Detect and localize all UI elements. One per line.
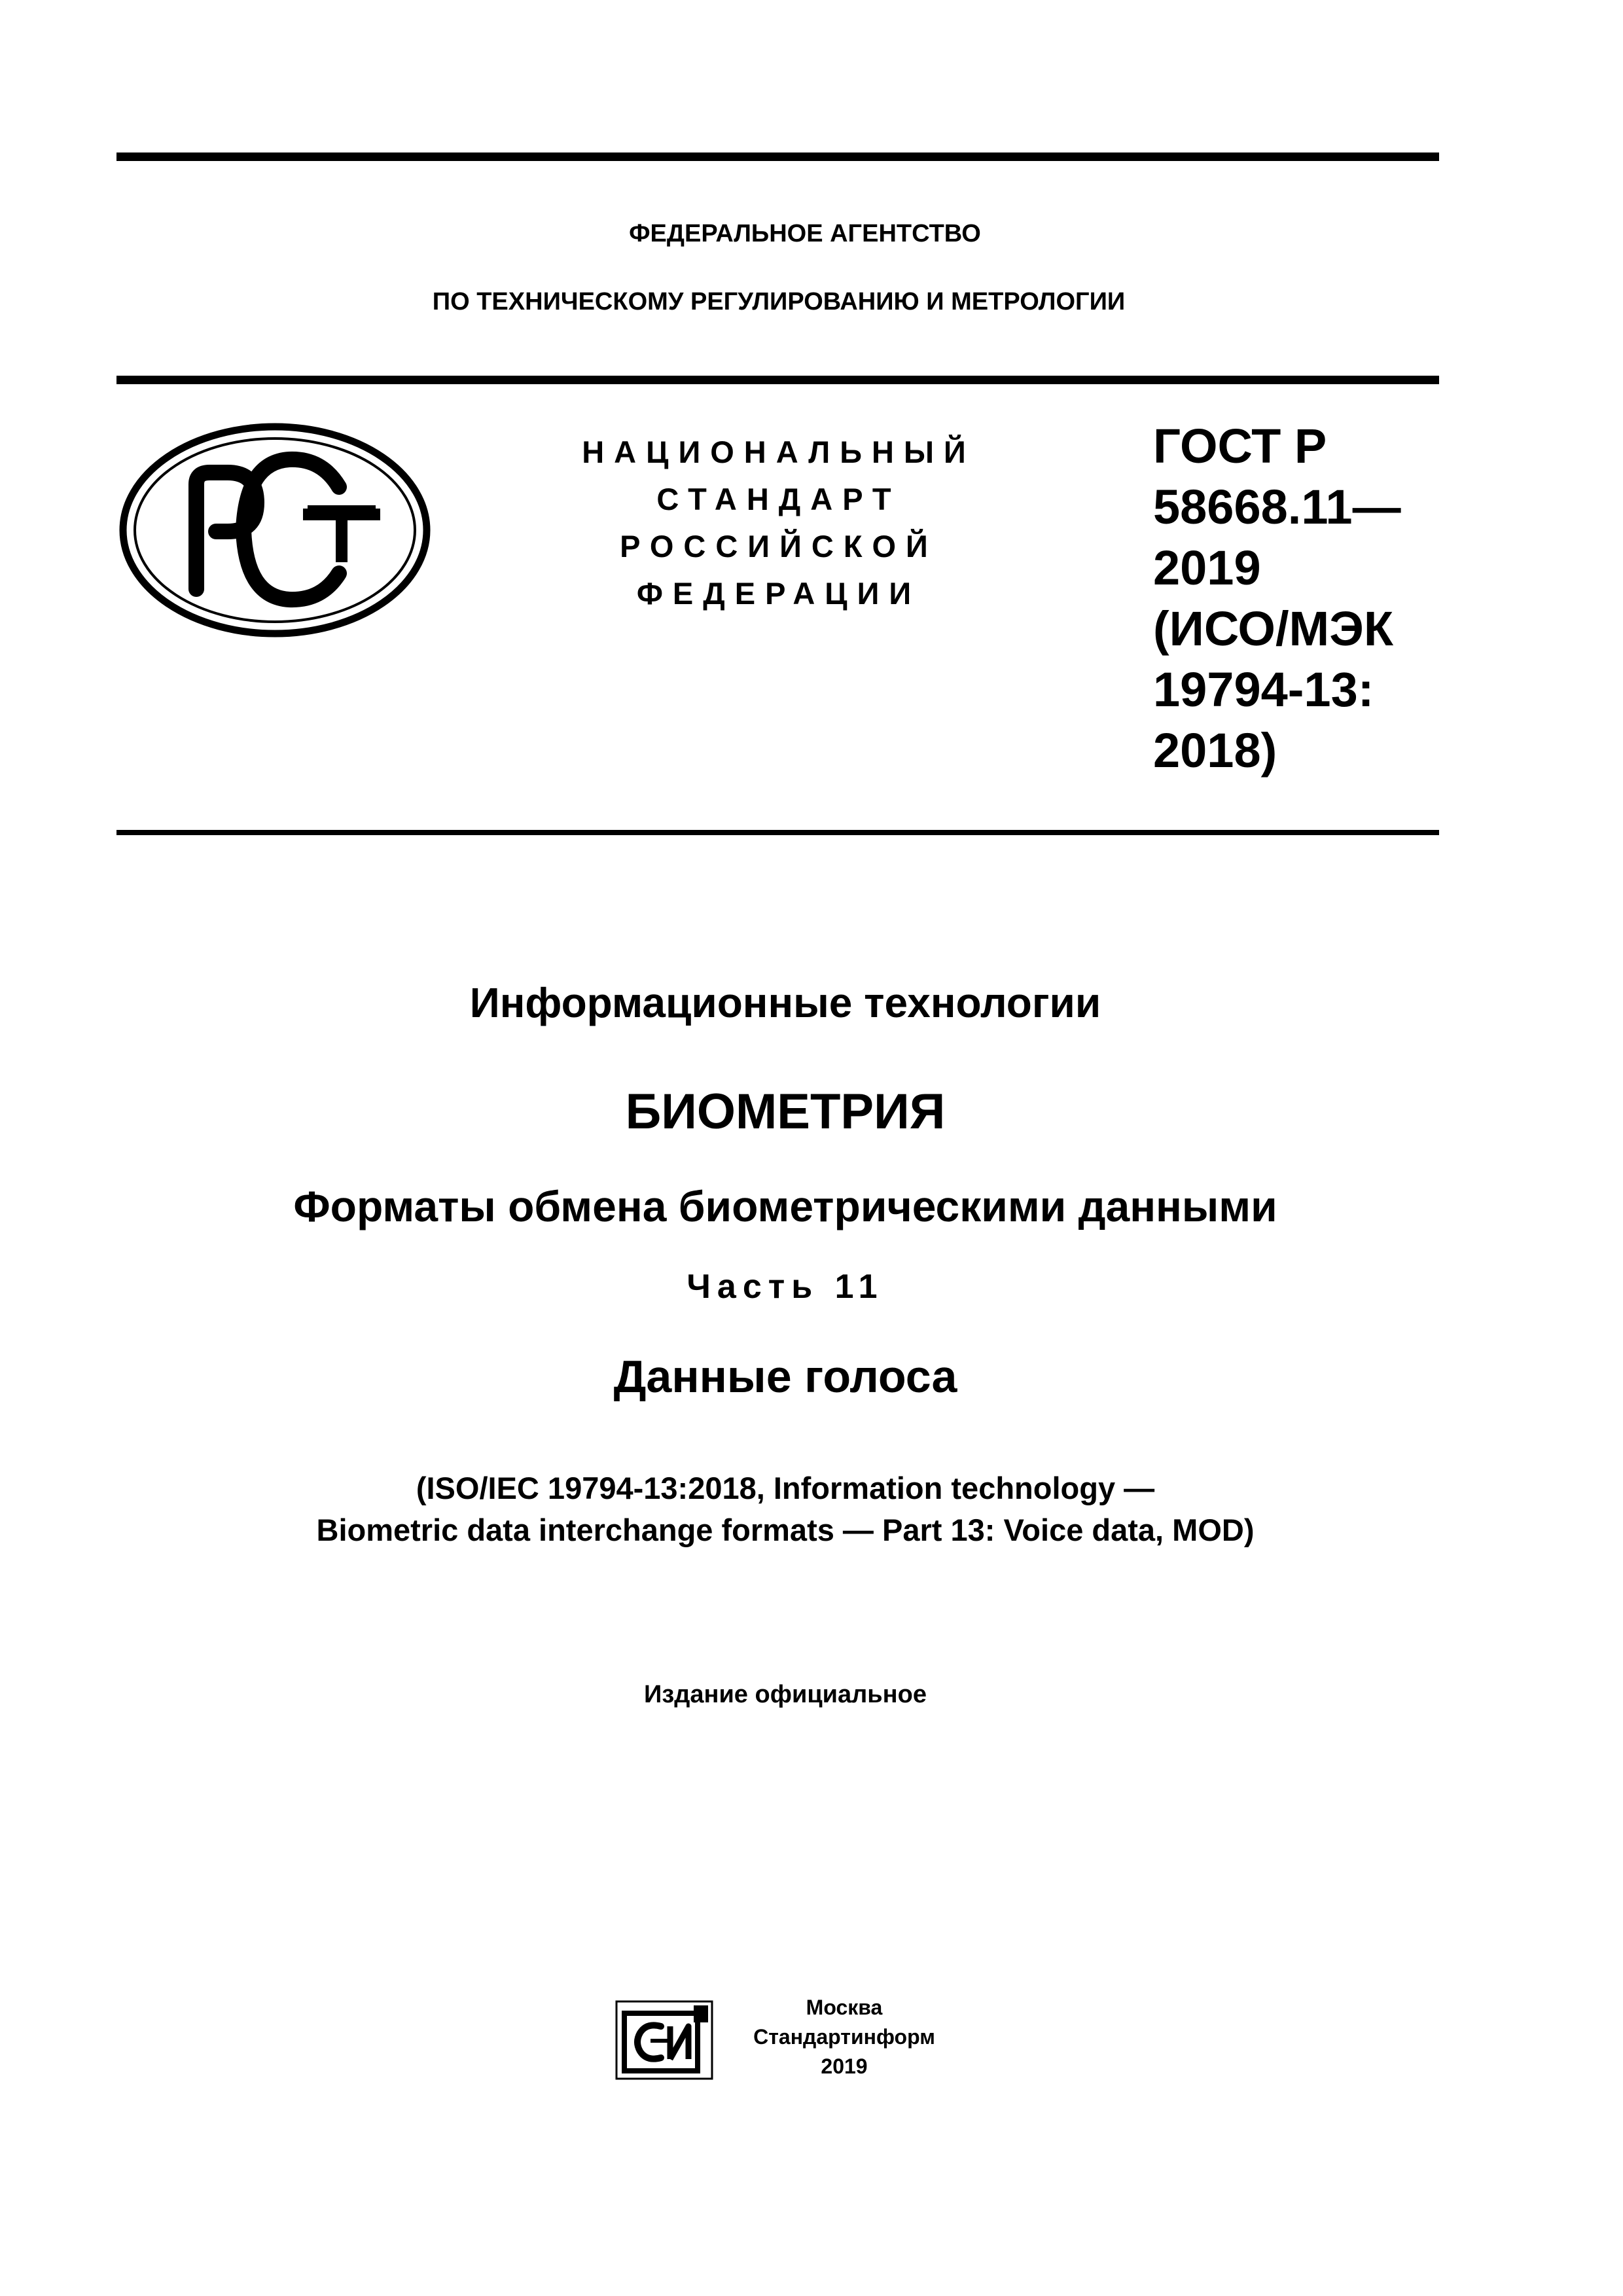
title-voice: Данные голоса	[613, 1351, 957, 1402]
publisher-block	[713, 1993, 975, 2081]
top-rule	[116, 152, 1439, 161]
bottom-rule	[116, 830, 1439, 835]
designation-line: 58668.11—	[1153, 480, 1401, 534]
designation-line: (ИСО/МЭК	[1153, 601, 1394, 656]
standartinform-logo-icon	[615, 2000, 713, 2080]
international-line-2: Biometric data interchange formats — Part 13: Voice data, MOD)	[316, 1513, 1255, 1547]
agency-line-1: ФЕДЕРАЛЬНОЕ АГЕНТСТВО	[629, 220, 981, 247]
national-standard-line: ФЕДЕРАЦИИ	[636, 576, 921, 611]
national-standard-line: НАЦИОНАЛЬНЫЙ	[582, 435, 976, 469]
designation-line: 19794-13:	[1153, 662, 1374, 717]
designation-line: 2019	[1153, 541, 1261, 595]
designation-line: 2018)	[1153, 723, 1277, 778]
title-subject: Информационные технологии	[469, 979, 1101, 1026]
title-main: БИОМЕТРИЯ	[625, 1084, 946, 1139]
national-standard-line: РОССИЙСКОЙ	[620, 529, 938, 564]
rst-certification-mark-icon	[118, 419, 432, 641]
international-equivalent	[7, 1467, 1564, 1551]
title-part: Часть 11	[687, 1268, 884, 1306]
national-standard-heading	[563, 429, 995, 617]
middle-rule	[116, 376, 1439, 384]
publisher-name: Стандартинформ	[753, 2025, 935, 2049]
publisher-year: 2019	[821, 2054, 868, 2078]
agency-line-2: ПО ТЕХНИЧЕСКОМУ РЕГУЛИРОВАНИЮ И МЕТРОЛОГИИ	[432, 288, 1126, 315]
international-line-1: (ISO/IEC 19794-13:2018, Information technology —	[416, 1471, 1155, 1505]
edition-label: Издание официальное	[644, 1681, 927, 1708]
designation-line: ГОСТ Р	[1153, 419, 1327, 473]
publisher-city: Москва	[806, 1996, 883, 2019]
title-formats: Форматы обмена биометрическими данными	[293, 1182, 1277, 1230]
national-standard-line: СТАНДАРТ	[656, 482, 901, 516]
standard-designation	[1153, 416, 1428, 781]
